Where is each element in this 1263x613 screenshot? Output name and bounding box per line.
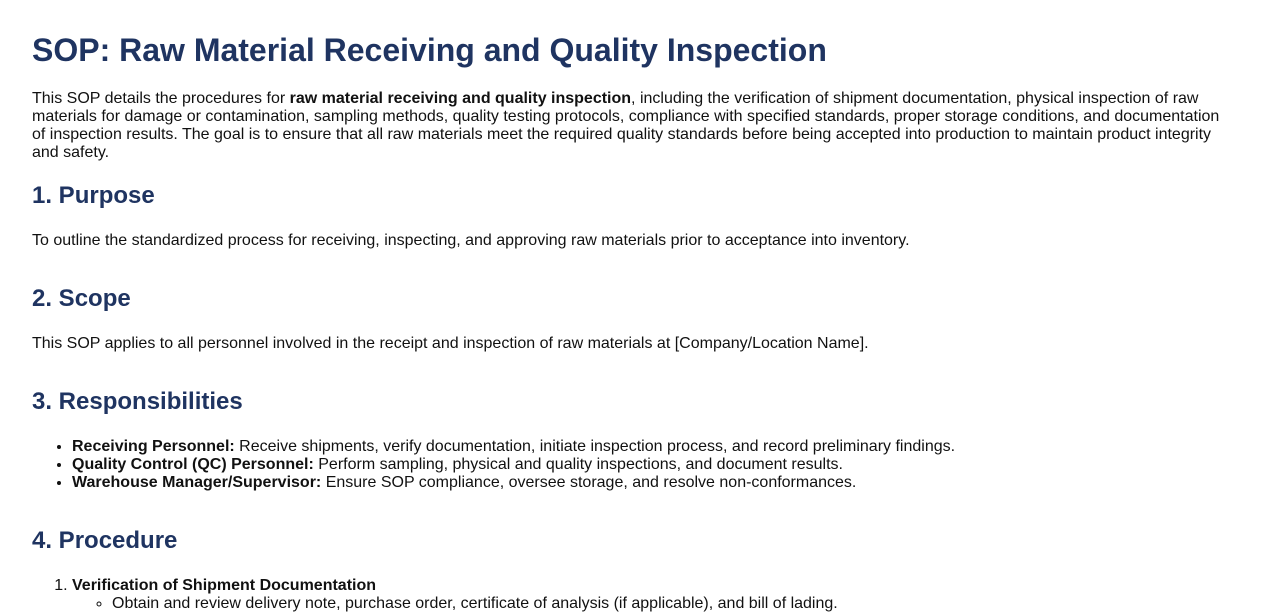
- role-description: Receive shipments, verify documentation, initiate inspection process, and record preliminary findings.: [234, 438, 956, 455]
- responsibilities-list: [32, 438, 1231, 492]
- role-description: Ensure SOP compliance, oversee storage, and resolve non-conformances.: [321, 474, 857, 491]
- scope-text: This SOP applies to all personnel involved in the receipt and inspection of raw materials at [Company/Location Name].: [32, 335, 869, 352]
- role-description: Perform sampling, physical and quality inspections, and document results.: [313, 456, 843, 473]
- list-item: [72, 438, 1231, 456]
- intro-prefix: This SOP details the procedures for: [32, 90, 290, 107]
- procedure-list: [32, 577, 1231, 613]
- scope-heading: 2. Scope: [32, 285, 131, 312]
- list-item: [72, 456, 1231, 474]
- procedure-step: [72, 577, 1231, 613]
- purpose-text: To outline the standardized process for receiving, inspecting, and approving raw materials prior to acceptance into inventory.: [32, 232, 910, 249]
- purpose-heading: 1. Purpose: [32, 182, 155, 209]
- role-label: Warehouse Manager/Supervisor:: [72, 474, 322, 491]
- intro-suffix: , including the verification of shipment documentation, physical inspection of raw materials for damage or contamination, sampling methods, quality testing protocols, compliance with specified standards, proper storage conditions, and documentation of inspection results. The goal is to ensure that all raw materials meet the required quality standards before being accepted into production to maintain product integrity and safety.: [32, 90, 1220, 161]
- page-title: SOP: Raw Material Receiving and Quality Inspection: [32, 32, 827, 68]
- list-item: [72, 474, 1231, 492]
- intro-paragraph: [32, 90, 1227, 162]
- step-title: Verification of Shipment Documentation: [72, 577, 377, 594]
- substep-list: [72, 595, 1231, 613]
- intro-bold-phrase: raw material receiving and quality inspection: [289, 90, 632, 107]
- role-label: Quality Control (QC) Personnel:: [72, 456, 314, 473]
- role-label: Receiving Personnel:: [72, 438, 235, 455]
- procedure-heading: 4. Procedure: [32, 527, 178, 554]
- responsibilities-heading: 3. Responsibilities: [32, 388, 243, 415]
- substep-item: ◦ Obtain and review delivery note, purchase order, certificate of analysis (if applicable), and bill of lading.: [112, 595, 1231, 613]
